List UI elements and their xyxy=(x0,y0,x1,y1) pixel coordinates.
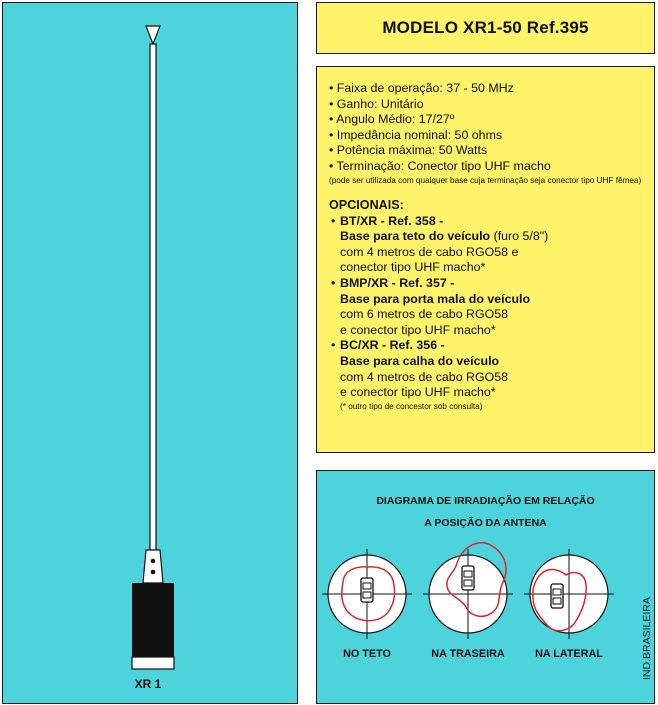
optional-desc-extra: (furo 5/8") xyxy=(490,229,549,244)
antenna-connector xyxy=(132,657,174,669)
antenna-spring-mount xyxy=(143,550,163,583)
optional-ref: BMP/XR - Ref. 357 - xyxy=(340,276,455,291)
optional-item: • BC/XR - Ref. 356 - Base para calha do veículo com 4 metros de cabo RGO58 e conector tipo UHF macho* xyxy=(329,338,642,400)
optional-ref: BC/XR - Ref. 356 - xyxy=(340,338,445,353)
antenna-illustration xyxy=(132,26,174,669)
antenna-tip xyxy=(146,26,160,44)
spec-gain: • Ganho: Unitário xyxy=(329,96,424,111)
diagram-na-traseira xyxy=(423,543,513,639)
mount-hole-bottom xyxy=(151,570,156,575)
diagram-no-teto xyxy=(322,549,412,639)
optional-item: • BT/XR - Ref. 358 - Base para teto do veículo (furo 5/8") com 4 metros de cabo RGO58 e conector tipo UHF macho* xyxy=(329,214,642,276)
optionals-title: OPCIONAIS: xyxy=(329,198,404,213)
optional-ref: BT/XR - Ref. 358 - xyxy=(340,213,444,228)
antenna-whip xyxy=(150,44,156,550)
spec-termination: • Terminação: Conector tipo UHF macho xyxy=(329,158,551,173)
diagram-na-lateral xyxy=(524,549,614,639)
spec-impedance: • Impedância nominal: 50 ohms xyxy=(329,127,503,142)
mount-hole-top xyxy=(151,559,156,564)
diagram-title-line1: DIAGRAMA DE IRRADIAÇÃO EM RELAÇÃO xyxy=(376,495,595,507)
spec-angle: • Angulo Médio: 17/27º xyxy=(329,112,455,127)
diagram-label-no-teto: NO TETO xyxy=(343,648,391,660)
optional-item: • BMP/XR - Ref. 357 - Base para porta mala do veículo com 6 metros de cabo RGO58 e conector tipo UHF macho* xyxy=(329,276,642,338)
optional-line: e conector tipo UHF macho* xyxy=(340,322,496,337)
diagram-label-na-traseira: NA TRASEIRA xyxy=(431,648,505,660)
optionals-footnote: (* outro tipo de concestor sob consulta) xyxy=(340,401,483,411)
spec-frequency: • Faixa de operação: 37 - 50 MHz xyxy=(329,81,514,95)
optional-desc: Base para teto do veículo xyxy=(340,229,491,244)
optional-line: e conector tipo UHF macho* xyxy=(340,385,496,400)
optional-line: com 4 metros de cabo RGO58 e xyxy=(340,244,519,259)
spec-note: (pode ser utilizada com qualquer base cuja terminação seja conector tipo UHF fêmea) xyxy=(329,175,642,185)
optional-desc: Base para porta mala do veículo xyxy=(340,291,531,306)
model-title: MODELO XR1-50 Ref.395 xyxy=(382,18,589,37)
optional-line: conector tipo UHF macho* xyxy=(340,260,486,275)
antenna-base xyxy=(132,583,174,657)
side-text: IND.BRASILEIRA xyxy=(641,597,653,680)
optional-line: com 6 metros de cabo RGO58 xyxy=(340,307,509,322)
optional-desc: Base para calha do veículo xyxy=(340,354,500,368)
diagram-title xyxy=(316,490,655,534)
diagram-title-line2: A POSIÇÃO DA ANTENA xyxy=(424,517,547,529)
antenna-model-label: XR 1 xyxy=(134,677,162,691)
diagram-label-na-lateral: NA LATERAL xyxy=(535,648,603,660)
optional-line: com 4 metros de cabo RGO58 xyxy=(340,369,509,384)
spec-power: • Potência máxima: 50 Watts xyxy=(329,143,488,158)
